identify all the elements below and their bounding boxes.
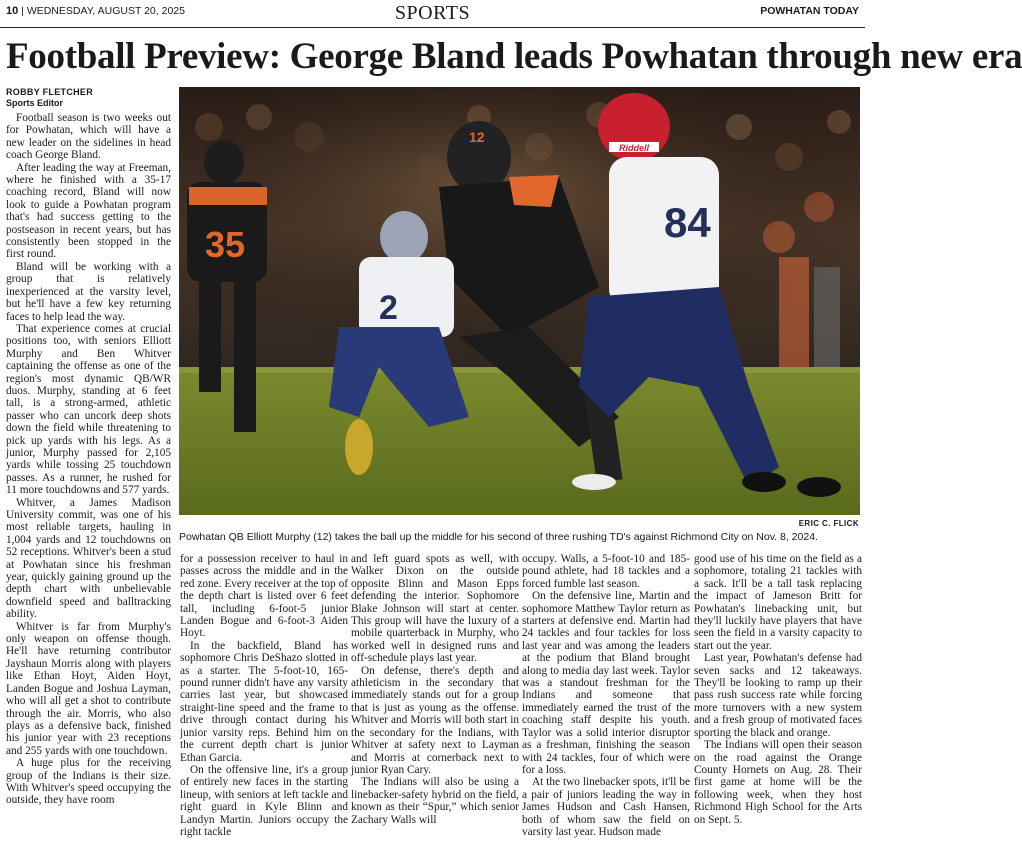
svg-text:35: 35 [205, 224, 246, 265]
paragraph: occupy. Walls, a 5-foot-10 and 185-pound athlete, had 18 tackles and a forced fumble last season. [522, 553, 690, 590]
helmet-text: Riddell [619, 143, 650, 153]
folio-left: 10 | WEDNESDAY, AUGUST 20, 2025 [6, 5, 185, 17]
byline-role: Sports Editor [6, 98, 64, 108]
article-column-2 [180, 553, 348, 841]
paragraph: On the offensive line, it's a group of entirely new faces in the starting lineup, with seniors at left tackle and right guard in Kyle Blinn and Landyn Martin. Juniors occupy the right tackle [180, 763, 348, 838]
paragraph: Whitver is far from Murphy's only weapon on offense though. He'll have returning contributor Jayshaun Morris along with players like Ethan Hoyt, Aiden Hoyt, Landen Bogue and Joshua Layman, who will all get a shot to contribute through the air. Morris, who also plays as a defensive back, finished his junior year with 23 receptions and 255 yards with one touchdown. [6, 620, 171, 757]
article-column-4 [522, 553, 690, 841]
paragraph: Whitver, a James Madison University commit, was one of his most reliable targets, hauling in 1,004 yards and 12 touchdowns on 52 receptions. Whitver's been a stud at Powhatan since his freshman year, quickly gaining ground up the depth chart with unbelievable downfield speed and balltracking ability. [6, 496, 171, 621]
paragraph: Football season is two weeks out for Powhatan, which will have a new leader on the sidelines in head coach George Bland. [6, 112, 171, 162]
photo-credit: ERIC C. FLICK [798, 519, 859, 528]
paragraph: On defense, there's depth and athleticism in the secondary that immediately stands out for a group that is just as young as the offense. Whitver and Morris will both start in the secondary for the Indians, with Whitver at safety next to Layman and Morris at cornerback next to junior Ryan Cary. [351, 664, 519, 776]
paragraph: On the defensive line, Martin and sophomore Matthew Taylor return as starters at defensive end. Martin had 24 tackles and four tackles for loss last year and was among the leaders at the podium that Bland brought along to media day last week. Taylor was a standout freshman for the Indians and someone that immediately earned the trust of the coaching staff despite his youth. Taylor was a solid interior disruptor as a freshman, finishing the season with 24 tackles, four of which were for a loss. [522, 590, 690, 776]
article-headline: Football Preview: George Bland leads Powhatan through new era [6, 36, 1022, 77]
paragraph: Bland will be working with a group that is relatively inexperienced at the varsity level, but he'll have a few key returning faces to help lead the way. [6, 260, 171, 323]
paragraph: good use of his time on the field as a sophomore, totaling 21 tackles with a sack. It'll be a tall task replacing the impact of Jameson Britt for Powhatan's linebacking unit, but they'll luckily have players that have seen the field in a varsity capacity to start out the year. [694, 553, 862, 652]
paragraph: A huge plus for the receiving group of the Indians is their size. With Whitver's speed occupying the outside, they have room [6, 757, 171, 807]
paragraph: The Indians will open their season on the road against the Orange County Hornets on Aug. 28. Their first game at home will be the following week, when they host Richmond High School for the Arts on Sept. 5. [694, 739, 862, 826]
paragraph: After leading the way at Freeman, where he finished with a 35-17 coaching record, Bland will now look to guide a Powhatan program that's had success getting to the postseason in recent years, but has consistently been stopped in the first round. [6, 161, 171, 261]
article-column-3 [351, 553, 519, 841]
page-number: 10 [6, 5, 19, 17]
byline-author: ROBBY FLETCHER [6, 87, 94, 97]
paragraph: for a possession receiver to haul in passes across the middle and in the red zone. Every receiver at the top of the depth chart is listed over 6 feet tall, including 6-foot-5 junior Landen Bogue and 6-foot-3 Aiden Hoyt. [180, 553, 348, 640]
byline [6, 87, 93, 109]
publication-name: POWHATAN TODAY [760, 5, 859, 17]
paragraph: The Indians will also be using a linebacker-safety hybrid on the field, known as their “Spur,” which senior Zachary Walls will [351, 776, 519, 826]
paragraph: That experience comes at crucial positions too, with seniors Elliott Murphy and Ben Whitver captaining the offense as one of the region's most dynamic QB/WR duos. Murphy, standing at 6 feet tall, is a strong-armed, athletic passer who can uncork deep shots down the field while threatening to pick up yards with his legs. As a junior, Murphy passed for 2,105 yards while tossing 25 touchdown passes. As a runner, he rushed for 11 more touchdowns and 577 yards. [6, 322, 171, 497]
game-action-photo [179, 87, 860, 515]
svg-text:2: 2 [379, 289, 398, 327]
article-column-1 [6, 112, 171, 842]
svg-text:12: 12 [469, 129, 485, 145]
issue-date: WEDNESDAY, AUGUST 20, 2025 [26, 5, 185, 17]
section-name: SPORTS [394, 2, 471, 24]
paragraph: In the backfield, Bland has sophomore Chris DeShazo slotted in as a starter. The 5-foot-10, 165-pound runner didn't have any varsity carries last year, but showcased straight-line speed and the frame to drive through contact during his junior varsity reps. Behind him on the current depth chart is junior Ethan Garcia. [180, 639, 348, 764]
article-column-5 [694, 553, 862, 841]
photo-illustration [179, 87, 860, 515]
svg-text:84: 84 [664, 199, 711, 246]
page-folio [0, 0, 865, 28]
paragraph: Last year, Powhatan's defense had seven sacks and 12 takeaways. They'll be looking to ramp up their pass rush success rate while forcing more turnovers with a new system and a fresh group of motivated faces sporting the black and orange. [694, 652, 862, 739]
paragraph: and left guard spots as well, with Walker Dixon on the outside opposite Blinn and Mason Epps defending the interior. Sophomore Blake Johnson will start at center. This group will have the luxury of a mobile quarterback in Murphy, who worked well in designed runs and off-schedule plays last year. [351, 553, 519, 665]
photo-caption: Powhatan QB Elliott Murphy (12) takes the ball up the middle for his second of three rushing TD's against Richmond City on Nov. 8, 2024. [179, 531, 818, 543]
paragraph: At the two linebacker spots, it'll be a pair of juniors leading the way in James Hudson and Cash Hansen, both of whom saw the field on varsity last year. Hudson made [522, 776, 690, 838]
